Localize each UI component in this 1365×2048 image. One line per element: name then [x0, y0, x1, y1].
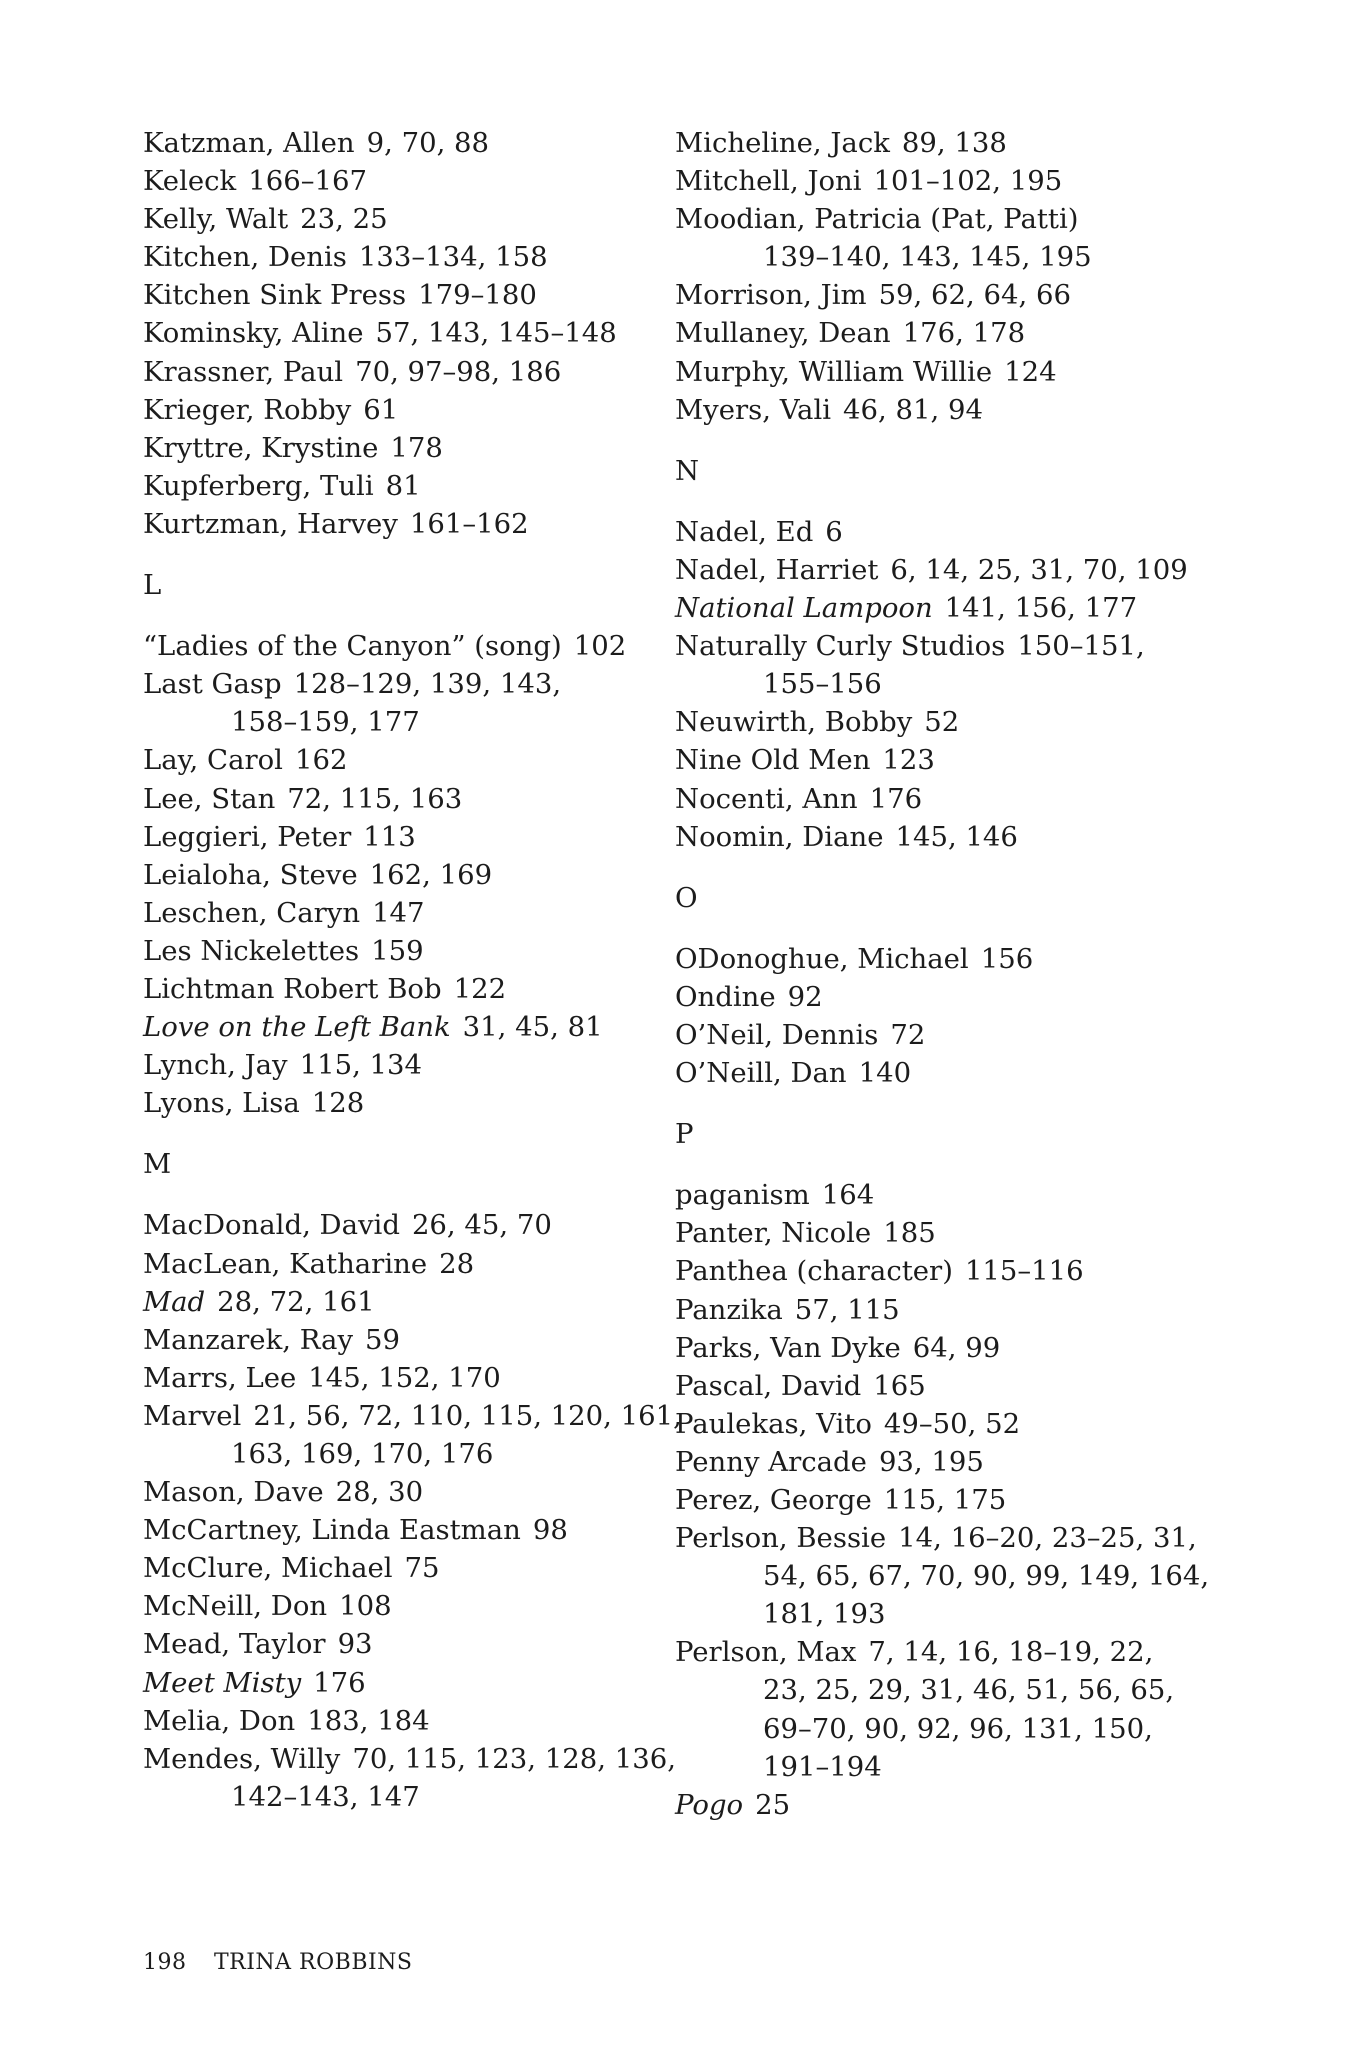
- index-entry-pages: 185: [883, 1217, 936, 1250]
- index-entry: [675, 200, 1175, 238]
- index-entry: [675, 1054, 1175, 1092]
- index-entry-term: Leialoha, Steve: [143, 858, 358, 891]
- index-entry-pages: 133–134, 158: [358, 241, 548, 274]
- index-entry-pages: 46, 81, 94: [843, 393, 983, 426]
- index-entry-term: Kurtzman, Harvey: [143, 507, 398, 540]
- index-entry-pages: 141, 156, 177: [944, 592, 1138, 625]
- index-entry-term: Ondine: [675, 980, 776, 1013]
- index-entry: [675, 1329, 1175, 1367]
- index-entry-term: National Lampoon: [675, 592, 933, 625]
- index-entry: [675, 314, 1175, 352]
- index-entry-term: Naturally Curly Studios: [675, 630, 1006, 663]
- index-entry: [675, 627, 1175, 665]
- index-entry-term: Krassner, Paul: [143, 355, 344, 388]
- index-entry-pages: 162: [294, 744, 348, 777]
- index-entry: [143, 1740, 676, 1778]
- index-entry: [675, 1405, 1175, 1443]
- index-entry: [675, 589, 1175, 627]
- index-entry-term: Penny Arcade: [675, 1445, 867, 1478]
- index-entry: [675, 276, 1175, 314]
- index-entry-pages: 161–162: [409, 507, 529, 540]
- index-entry-term: Kupferberg, Tuli: [143, 469, 374, 502]
- index-entry: [143, 1549, 643, 1587]
- index-entry: [143, 1511, 643, 1549]
- index-entry: [675, 162, 1175, 200]
- index-entry: [143, 818, 643, 856]
- index-entry-pages: 26, 45, 70: [411, 1209, 552, 1242]
- index-entry-pages: 166–167: [248, 165, 367, 198]
- index-entry-continuation: 54, 65, 67, 70, 90, 99, 149, 164,: [763, 1560, 1210, 1593]
- index-entry-pages: 115–116: [964, 1255, 1084, 1288]
- index-entry-term: Nocenti, Ann: [675, 782, 858, 815]
- index-section-letter: N: [675, 454, 700, 487]
- index-entry-term: Keleck: [143, 165, 237, 198]
- index-entry-pages: 176: [869, 782, 923, 815]
- index-entry: [143, 1473, 643, 1511]
- index-entry-pages: 115, 134: [299, 1049, 423, 1082]
- index-entry-term: Paulekas, Vito: [675, 1407, 872, 1440]
- index-entry-term: Pascal, David: [675, 1369, 862, 1402]
- index-entry-pages: 70, 115, 123, 128, 136,: [352, 1742, 676, 1775]
- index-entry-term: Morrison, Jim: [675, 279, 867, 312]
- index-entry-term: Murphy, William Willie: [675, 355, 993, 388]
- index-entry-continuation: 191–194: [763, 1750, 882, 1783]
- index-entry-pages: 165: [873, 1369, 926, 1402]
- index-entry: [143, 1664, 643, 1702]
- index-entry-pages: 145, 146: [895, 820, 1018, 853]
- index-entry-term: Nine Old Men: [675, 744, 871, 777]
- index-entry-term: Panzika: [675, 1293, 783, 1326]
- index-entry-term: Mullaney, Dean: [675, 317, 891, 350]
- index-entry-pages: 81: [385, 469, 421, 502]
- running-footer-author: TRINA ROBBINS: [214, 1950, 413, 1975]
- index-entry: [143, 1321, 643, 1359]
- index-entry-term: Kitchen Sink Press: [143, 279, 407, 312]
- index-entry-pages: 93, 195: [878, 1445, 984, 1478]
- index-entry: [675, 1443, 1175, 1481]
- index-entry-pages: 61: [363, 393, 399, 426]
- index-entry-term: Lichtman Robert Bob: [143, 972, 442, 1005]
- index-entry: [143, 970, 643, 1008]
- index-entry-term: Love on the Left Bank: [143, 1011, 451, 1044]
- index-section-letter: M: [143, 1148, 172, 1181]
- index-entry-pages: 93: [337, 1628, 373, 1661]
- index-entry-continuation: 158–159, 177: [231, 706, 420, 739]
- index-entry-pages: 176: [313, 1666, 366, 1699]
- index-entry-term: Lynch, Jay: [143, 1049, 288, 1082]
- index-entry-term: Kitchen, Denis: [143, 241, 347, 274]
- index-entry-pages: 70, 97–98, 186: [355, 355, 562, 388]
- index-entry: [675, 391, 1175, 429]
- index-entry: [143, 856, 643, 894]
- index-entry-pages: 7, 14, 16, 18–19, 22,: [868, 1636, 1154, 1669]
- index-entry-continuation: 142–143, 147: [231, 1780, 420, 1813]
- index-entry-term: MacDonald, David: [143, 1209, 400, 1242]
- index-column-right: [675, 124, 1210, 1824]
- index-entry-pages: 28: [439, 1247, 475, 1280]
- index-entry-pages: 124: [1004, 355, 1057, 388]
- index-entry: [143, 314, 643, 352]
- index-entry-term: Parks, Van Dyke: [675, 1331, 901, 1364]
- index-entry: [143, 1008, 643, 1046]
- index-entry-pages: 156: [980, 942, 1034, 975]
- index-entry: [143, 391, 643, 429]
- index-entry-term: Marvel: [143, 1399, 242, 1432]
- index-entry-pages: 178: [390, 431, 443, 464]
- index-entry-term: Mitchell, Joni: [675, 165, 862, 198]
- index-section-letter: O: [675, 881, 698, 914]
- index-entry: [143, 780, 643, 818]
- index-entry-pages: 31, 45, 81: [462, 1011, 603, 1044]
- index-entry: [143, 124, 643, 162]
- index-entry-continuation: 69–70, 90, 92, 96, 131, 150,: [763, 1712, 1153, 1745]
- index-entry: [143, 665, 643, 703]
- index-entry-term: Katzman, Allen: [143, 127, 355, 159]
- index-entry-pages: 140: [858, 1057, 912, 1090]
- index-entry-term: O’Neil, Dennis: [675, 1018, 879, 1051]
- index-entry: [675, 551, 1188, 589]
- index-entry-term: Moodian, Patricia (Pat, Patti): [675, 203, 1079, 236]
- index-entry-term: Neuwirth, Bobby: [675, 706, 913, 739]
- index-entry-pages: 21, 56, 72, 110, 115, 120, 161,: [253, 1399, 682, 1432]
- index-entry-pages: 150–151,: [1017, 630, 1145, 663]
- index-entry-pages: 25: [755, 1788, 791, 1821]
- index-entry: [675, 978, 1175, 1016]
- index-entry: [143, 467, 643, 505]
- page-footer: [143, 1950, 413, 1975]
- index-entry: [143, 894, 643, 932]
- index-entry-term: McClure, Michael: [143, 1552, 393, 1585]
- index-entry: [143, 1283, 643, 1321]
- index-entry: [143, 1084, 643, 1122]
- index-entry-pages: 113: [363, 820, 416, 853]
- index-entry-term: Perez, George: [675, 1484, 872, 1516]
- index-entry-term: Meet Misty: [143, 1666, 302, 1699]
- index-entry-pages: 57, 115: [794, 1293, 900, 1326]
- index-entry-pages: 59, 62, 64, 66: [878, 279, 1071, 312]
- index-entry: [143, 1046, 643, 1084]
- index-entry-term: “Ladies of the Canyon” (song): [143, 630, 562, 663]
- index-entry-pages: 145, 152, 170: [308, 1361, 501, 1394]
- index-entry-pages: 89, 138: [901, 127, 1007, 159]
- index-entry: [143, 238, 643, 276]
- index-entry-pages: 28, 30: [335, 1476, 424, 1509]
- index-entry-term: Lay, Carol: [143, 744, 283, 777]
- index-entry-pages: 147: [372, 896, 425, 929]
- index-entry: [675, 818, 1175, 856]
- index-entry: [675, 741, 1175, 779]
- index-entry: [675, 1633, 1175, 1671]
- index-entry: [675, 353, 1175, 391]
- index-entry-pages: 49–50, 52: [883, 1407, 1021, 1440]
- index-entry-term: Lee, Stan: [143, 782, 276, 815]
- index-entry-pages: 57, 143, 145–148: [375, 317, 617, 350]
- index-entry-pages: 164: [821, 1179, 875, 1212]
- index-entry-pages: 72: [890, 1018, 926, 1051]
- index-entry-term: Micheline, Jack: [675, 127, 890, 159]
- index-entry: [675, 1367, 1175, 1405]
- index-entry: [143, 429, 643, 467]
- index-entry-term: Perlson, Max: [675, 1636, 857, 1669]
- index-entry: [675, 1252, 1175, 1290]
- index-entry: [675, 124, 1175, 162]
- index-entry: [143, 1625, 643, 1663]
- index-entry-term: Mason, Dave: [143, 1476, 324, 1509]
- index-entry-pages: 6: [825, 515, 843, 548]
- page-number: 198: [143, 1950, 187, 1975]
- index-entry-pages: 52: [924, 706, 960, 739]
- index-entry-pages: 101–102, 195: [873, 165, 1063, 198]
- index-entry: [143, 1397, 682, 1435]
- index-entry-continuation: 155–156: [763, 668, 882, 701]
- index-entry-term: Mad: [143, 1285, 206, 1318]
- index-entry-pages: 122: [453, 972, 507, 1005]
- index-entry: [143, 1359, 643, 1397]
- index-entry-term: Melia, Don: [143, 1704, 296, 1737]
- index-entry-pages: 128–129, 139, 143,: [293, 668, 562, 701]
- index-entry: [143, 741, 643, 779]
- index-entry-term: Panter, Nicole: [675, 1217, 872, 1250]
- index-entry-term: Leschen, Caryn: [143, 896, 361, 929]
- index-entry-term: Myers, Vali: [675, 393, 832, 426]
- index-entry-pages: 14, 16–20, 23–25, 31,: [898, 1522, 1197, 1555]
- index-entry: [143, 1245, 643, 1283]
- index-entry-term: Kominsky, Aline: [143, 317, 364, 350]
- index-entry-term: Noomin, Diane: [675, 820, 884, 853]
- index-entry-term: McCartney, Linda Eastman: [143, 1514, 521, 1547]
- index-entry-pages: 115, 175: [883, 1484, 1007, 1516]
- index-entry-pages: 92: [787, 980, 823, 1013]
- index-entry-continuation: 139–140, 143, 145, 195: [763, 241, 1092, 274]
- index-entry-term: MacLean, Katharine: [143, 1247, 428, 1280]
- index-entry-continuation: 181, 193: [763, 1598, 886, 1631]
- index-entry-pages: 23, 25: [300, 203, 388, 236]
- index-entry: [675, 780, 1175, 818]
- index-entry-term: ODonoghue, Michael: [675, 942, 969, 975]
- index-entry-pages: 28, 72, 161: [217, 1285, 375, 1318]
- index-entry: [143, 1206, 643, 1244]
- index-column-left: [143, 124, 682, 1816]
- index-entry-term: Perlson, Bessie: [675, 1522, 887, 1555]
- index-entry-pages: 72, 115, 163: [287, 782, 463, 815]
- index-section-letter: L: [143, 569, 162, 602]
- index-entry-term: Les Nickelettes: [143, 934, 360, 967]
- index-entry-pages: 108: [339, 1590, 392, 1623]
- index-entry-pages: 98: [532, 1514, 568, 1547]
- index-entry: [675, 513, 1175, 551]
- index-entry-term: Manzarek, Ray: [143, 1323, 353, 1356]
- index-section-letter: P: [675, 1118, 694, 1151]
- index-entry-pages: 128: [311, 1087, 365, 1120]
- index-entry: [675, 1519, 1197, 1557]
- index-entry-term: O’Neill, Dan: [675, 1057, 847, 1090]
- index-entry-pages: 102: [573, 630, 627, 663]
- index-entry-pages: 123: [882, 744, 935, 777]
- index-entry-term: McNeill, Don: [143, 1590, 328, 1623]
- index-entry-term: Marrs, Lee: [143, 1361, 297, 1394]
- index-entry-pages: 159: [371, 934, 424, 967]
- index-entry-term: Pogo: [675, 1788, 744, 1821]
- index-entry-term: Nadel, Ed: [675, 515, 814, 548]
- index-entry-term: Lyons, Lisa: [143, 1087, 300, 1120]
- index-entry-term: Kryttre, Krystine: [143, 431, 379, 464]
- index-entry: [143, 627, 643, 665]
- index-entry-term: Panthea (character): [675, 1255, 953, 1288]
- index-entry-term: Mead, Taylor: [143, 1628, 326, 1661]
- index-entry: [143, 505, 643, 543]
- index-entry-pages: 176, 178: [902, 317, 1026, 350]
- index-entry: [143, 1702, 643, 1740]
- index-entry: [143, 276, 643, 314]
- index-entry-pages: 64, 99: [912, 1331, 1001, 1364]
- index-entry-pages: 9, 70, 88: [366, 127, 490, 159]
- index-entry: [675, 1481, 1175, 1519]
- index-entry-pages: 179–180: [418, 279, 537, 312]
- index-entry-term: Nadel, Harriet: [675, 553, 879, 586]
- index-entry: [675, 1016, 1175, 1054]
- index-entry: [143, 162, 643, 200]
- index-entry: [143, 353, 643, 391]
- index-entry-pages: 6, 14, 25, 31, 70, 109: [890, 553, 1188, 586]
- index-entry-pages: 183, 184: [307, 1704, 430, 1737]
- index-entry-continuation: 163, 169, 170, 176: [231, 1438, 494, 1470]
- index-entry-continuation: 23, 25, 29, 31, 46, 51, 56, 65,: [763, 1674, 1175, 1707]
- index-entry: [675, 703, 1175, 741]
- index-entry-term: Mendes, Willy: [143, 1742, 341, 1775]
- index-entry: [675, 1176, 1175, 1214]
- index-entry: [675, 1214, 1175, 1252]
- index-entry: [675, 940, 1175, 978]
- index-entry-term: Krieger, Robby: [143, 393, 352, 426]
- index-entry: [675, 1786, 1175, 1824]
- index-entry-pages: 59: [364, 1323, 400, 1356]
- index-entry-term: Leggieri, Peter: [143, 820, 352, 853]
- index-entry-term: paganism: [675, 1179, 810, 1212]
- index-entry: [143, 200, 643, 238]
- index-entry-term: Kelly, Walt: [143, 203, 289, 236]
- index-entry: [143, 932, 643, 970]
- index-entry: [143, 1587, 643, 1625]
- index-entry-pages: 75: [404, 1552, 440, 1585]
- index-entry-term: Last Gasp: [143, 668, 282, 701]
- index-entry-pages: 162, 169: [369, 858, 493, 891]
- index-entry: [675, 1291, 1175, 1329]
